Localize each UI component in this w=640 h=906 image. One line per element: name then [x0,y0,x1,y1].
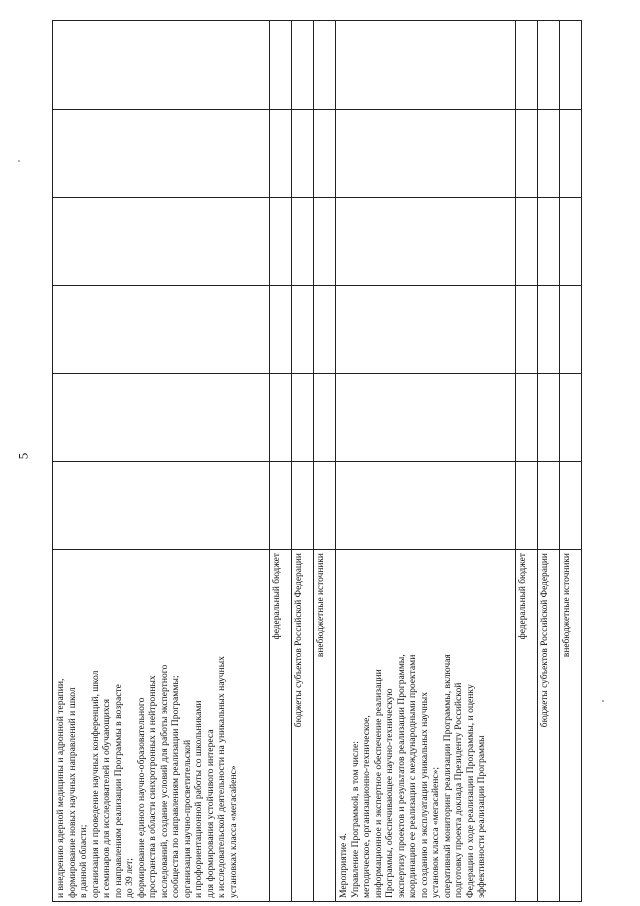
empty-cell [516,198,538,286]
empty-cell [292,286,314,374]
empty-cell [516,462,538,550]
empty-cell [538,374,560,462]
empty-cell [516,110,538,198]
empty-cell [292,21,314,110]
empty-cell [336,21,516,110]
empty-cell [314,110,336,198]
table-row [516,21,538,902]
empty-cell [314,198,336,286]
scan-speck [602,700,604,702]
scan-speck [18,160,20,162]
empty-cell [538,286,560,374]
empty-cell [336,286,516,374]
empty-cell [516,374,538,462]
empty-cell [560,198,582,286]
empty-cell [53,462,270,550]
activity-description: и внедрению ядерной медицины и адронной терапии, формирование новых научных направлений и школ в данной области; организация и проведение научных конференций, школ и семинаров для исследователей и обучающихся по направлениям реализации Программы в возрасте до 39 лет; формирование единого научно-образовательного пространства в области синхротронных и нейтронных исследований, создание условий для работы экспертного сообщества по направлениям реализации Программы; организация научно-просветительской и профориентационной работы со школьниками для формирования устойчивого интереса к исследовательской деятельности на уникальных научных установках класса «мегасайенс» [53,550,270,902]
empty-cell [314,286,336,374]
empty-cell [292,110,314,198]
funding-source-label: федеральный бюджет [270,550,292,902]
empty-cell [270,21,292,110]
empty-cell [292,198,314,286]
funding-source-label: внебюджетные источники [314,550,336,902]
empty-cell [516,21,538,110]
activity-description: Мероприятие 4. Управление Программой, в том числе: методическое, организационно-техническое, информационное и экспертное обеспечение реализации Программы, обеспечивающее научно-техническую экспертизу проектов и результатов реализации Программы, координацию ее реализации с международными проектами по созданию и эксплуатации уникальных научных установок класса «мегасайенс»; оперативный мониторинг реализации Программы, включая подготовку проекта доклада Президенту Российской Федерации о ходе реализации Программы, и оценку эффективности реализации Программы [336,550,516,902]
empty-cell [314,21,336,110]
table-row [336,21,516,902]
budget-table [52,20,582,902]
empty-cell [336,110,516,198]
table-row [270,21,292,902]
empty-cell [336,198,516,286]
empty-cell [292,374,314,462]
table-row [560,21,582,902]
empty-cell [53,286,270,374]
empty-cell [538,462,560,550]
empty-cell [270,198,292,286]
empty-cell [53,21,270,110]
empty-cell [270,110,292,198]
page-number: 5 [15,452,31,460]
empty-cell [560,286,582,374]
empty-cell [538,110,560,198]
empty-cell [560,110,582,198]
table-row [292,21,314,902]
empty-cell [270,462,292,550]
table-row [538,21,560,902]
empty-cell [336,462,516,550]
empty-cell [53,198,270,286]
empty-cell [314,462,336,550]
empty-cell [53,110,270,198]
funding-source-label: внебюджетные источники [560,550,582,902]
empty-cell [560,462,582,550]
table-row [53,21,270,902]
table-row [314,21,336,902]
funding-source-label: бюджеты субъектов Российской Федерации [538,550,560,902]
empty-cell [270,286,292,374]
empty-cell [538,198,560,286]
empty-cell [53,374,270,462]
empty-cell [560,374,582,462]
empty-cell [270,374,292,462]
empty-cell [336,374,516,462]
funding-source-label: федеральный бюджет [516,550,538,902]
funding-source-label: бюджеты субъектов Российской Федерации [292,550,314,902]
empty-cell [516,286,538,374]
empty-cell [538,21,560,110]
empty-cell [560,21,582,110]
empty-cell [314,374,336,462]
empty-cell [292,462,314,550]
